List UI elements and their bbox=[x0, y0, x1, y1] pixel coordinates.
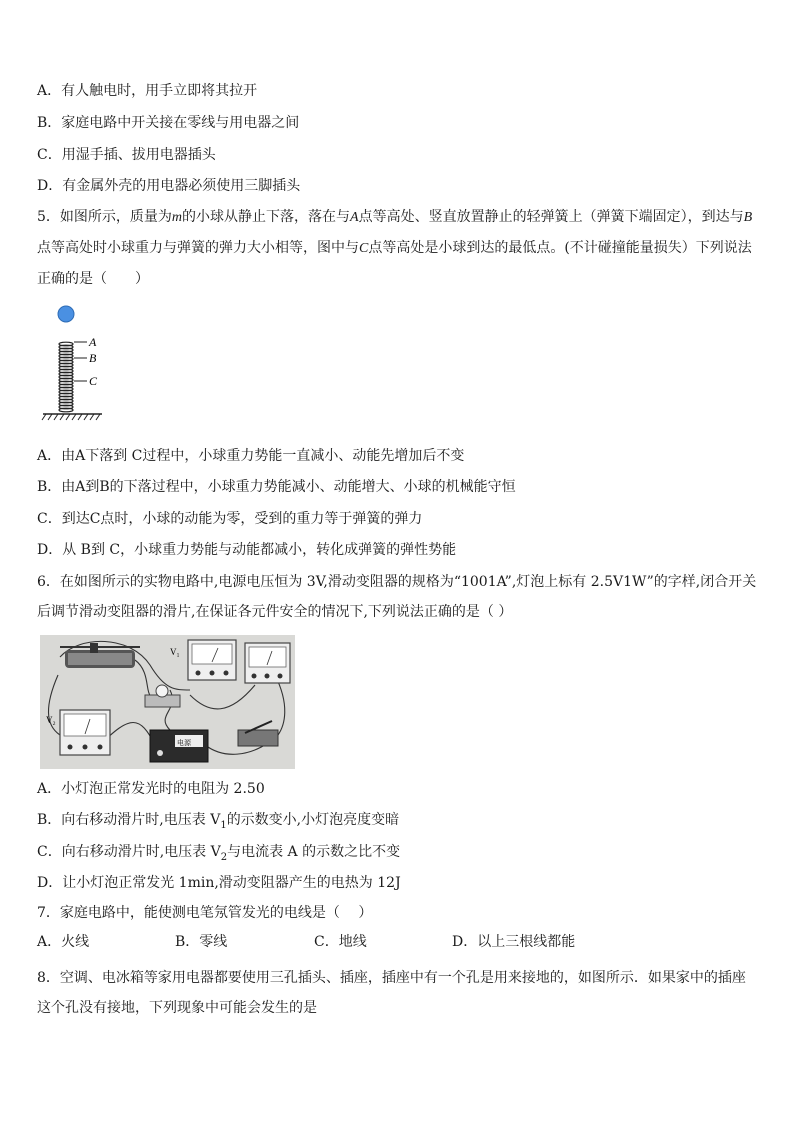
q5-option-c: C．到达C点时，小球的动能为零，受到的重力等于弹簧的弹力 bbox=[37, 511, 423, 527]
ammeter bbox=[245, 643, 290, 683]
q7-stem: 7．家庭电路中，能使测电笔氖管发光的电线是（ ） bbox=[37, 905, 373, 921]
spring bbox=[59, 342, 73, 412]
ball bbox=[58, 306, 74, 322]
q4-option-c: C．用湿手插、拔用电器插头 bbox=[37, 147, 216, 163]
q7-option-d: D．以上三根线都能 bbox=[452, 934, 576, 950]
label-a: A bbox=[89, 335, 97, 349]
q5-option-b: B．由A到B的下落过程中，小球重力势能减小、动能增大、小球的机械能守恒 bbox=[37, 479, 516, 495]
v1-label: V₁ bbox=[170, 647, 180, 657]
v2-label: V₂ bbox=[46, 715, 56, 725]
q6-option-b: B．向右移动滑片时,电压表 $V_1$的示数变小,小灯泡亮度变暗 bbox=[37, 812, 400, 831]
q7-option-b: B．零线 bbox=[175, 934, 228, 950]
spring-ball-figure bbox=[40, 304, 120, 429]
q6-stem: 6．在如图所示的实物电路中,电源电压恒为 3V,滑动变阻器的规格为“1001A”,灯泡上标有 2.5V1W”的字样,闭合开关后调节滑动变阻器的滑片,在保证各元件安全的情况下,下列说法正确的是（ ） bbox=[37, 574, 757, 620]
q7-option-a: A．火线 bbox=[37, 934, 90, 950]
q5-option-d: D．从 B到 C，小球重力势能与动能都减小，转化成弹簧的弹性势能 bbox=[37, 542, 457, 558]
label-b: B bbox=[89, 351, 97, 365]
voltmeter-v1 bbox=[188, 640, 236, 680]
q4-option-a: A．有人触电时，用手立即将其拉开 bbox=[37, 83, 258, 99]
q6-option-d: D．让小灯泡正常发光 1min,滑动变阻器产生的电热为 12J bbox=[37, 875, 401, 891]
rheostat bbox=[60, 643, 140, 668]
circuit-photo bbox=[40, 635, 295, 769]
q5-stem: 5．如图所示，质量为m的小球从静止下落，落在与A点等高处、竖直放置静止的轻弹簧上（弹簧下端固定），到达与B点等高处时小球重力与弹簧的弹力大小相等，图中与C点等高处是小球到达的最低点。(不计碰撞能量损失）下列说法正确的是（ ） bbox=[37, 209, 753, 287]
ground bbox=[42, 414, 102, 420]
q5-option-a: A．由A下落到 C过程中，小球重力势能一直减小、动能先增加后不变 bbox=[37, 448, 465, 464]
q6-option-c: C．向右移动滑片时,电压表 $V_2$与电流表 A 的示数之比不变 bbox=[37, 844, 401, 863]
voltmeter-v2 bbox=[60, 710, 110, 755]
q4-option-b: B．家庭电路中开关接在零线与用电器之间 bbox=[37, 115, 300, 131]
label-c: C bbox=[89, 374, 98, 388]
q6-option-a: A．小灯泡正常发光时的电阻为 2.50 bbox=[37, 781, 265, 797]
q4-option-d: D．有金属外壳的用电器必须使用三脚插头 bbox=[37, 178, 301, 194]
power-label: 电源 bbox=[177, 739, 191, 747]
q8-stem: 8．空调、电冰箱等家用电器都要使用三孔插头、插座，插座中有一个孔是用来接地的，如图所示．如果家中的插座这个孔没有接地，下列现象中可能会发生的是 bbox=[37, 970, 746, 1016]
q7-option-c: C．地线 bbox=[314, 934, 367, 950]
